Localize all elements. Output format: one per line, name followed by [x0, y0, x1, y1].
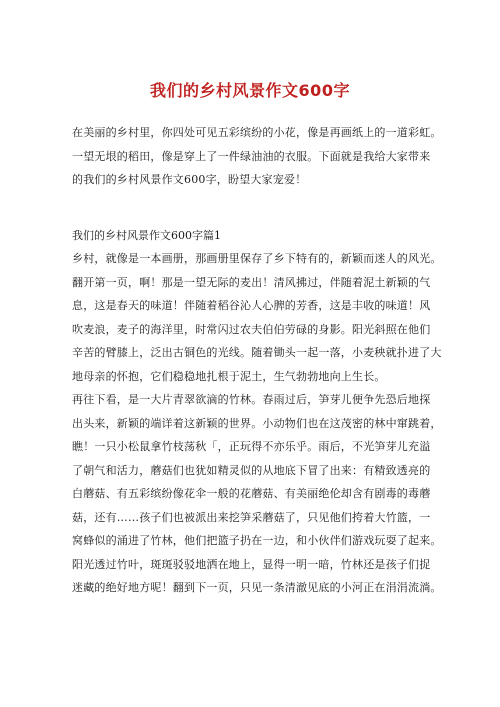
paragraph-line: 息，这是春天的味道！伴随着稻谷沁人心脾的芳香，这是丰收的味道！风 — [72, 299, 431, 312]
paragraph-1 — [72, 247, 442, 388]
intro-line: 的我们的乡村风景作文600字，盼望大家宠爱！ — [72, 173, 307, 186]
paragraph-line: 乡村，就像是一本画册，那画册里保存了乡下特有的，新颖而迷人的风光。 — [72, 252, 442, 265]
intro-paragraph — [72, 121, 442, 192]
paragraph-line: 辛苦的臂膝上，泛出古铜色的光线。随着锄头一起一落，小麦秧就扑进了大 — [72, 346, 442, 359]
paragraph-line: 地母亲的怀抱，它们稳稳地扎根于泥土，生气勃勃地向上生长。 — [72, 369, 386, 383]
paragraph-2 — [72, 388, 442, 600]
intro-line: 在美丽的乡村里，你四处可见五彩缤纷的小花，像是再画纸上的一道彩虹。 — [72, 126, 442, 139]
paragraph-line: 窝蜂似的涌进了竹林，他们把篮子扔在一边，和小伙伴们游戏玩耍了起来。 — [72, 534, 442, 547]
paragraph-line: 迷藏的绝好地方呢！翻到下一页，只见一条清澈见底的小河正在涓涓流淌。 — [72, 581, 442, 594]
paragraph-line: 阳光透过竹叶，斑斑驳驳地洒在地上，显得一明一暗，竹林还是孩子们捉 — [72, 557, 431, 571]
section-title: 我们的乡村风景作文600字篇1 — [72, 229, 221, 242]
paragraph-line: 菇，还有……孩子们也被派出来挖笋采蘑菇了，只见他们挎着大竹篮，一 — [72, 510, 431, 524]
paragraph-line: 出头来，新颖的端详着这新颖的世界。小动物们也在这茂密的林中窜跳着， — [72, 416, 442, 430]
paragraph-line: 吹麦浪，麦子的海洋里，时常闪过农夫伯伯劳碌的身影。阳光斜照在他们 — [72, 322, 431, 336]
document-title: 我们的乡村风景作文600字 — [150, 81, 350, 100]
paragraph-line: 翻开第一页，啊！那是一望无际的麦出！清风拂过，伴随着泥土新颖的气 — [72, 275, 431, 289]
paragraph-line: 白蘑菇、有五彩缤纷像花伞一般的花蘑菇、有美丽绝伦却含有剧毒的毒蘑 — [72, 487, 431, 500]
paragraph-line: 再往下看，是一大片青翠欲滴的竹林。春雨过后，笋芽儿便争先恐后地探 — [72, 393, 431, 406]
intro-line: 一望无垠的稻田，像是穿上了一件绿油油的衣服。下面就是我给大家带来 — [72, 149, 431, 163]
paragraph-line: 瞧！一只小松鼠拿竹枝荡秋「，正玩得不亦乐乎。雨后，不光笋芽儿充溢 — [72, 440, 431, 453]
paragraph-line: 了朝气和活力，蘑菇们也犹如精灵似的从地底下冒了出来：有精致透亮的 — [72, 463, 431, 477]
